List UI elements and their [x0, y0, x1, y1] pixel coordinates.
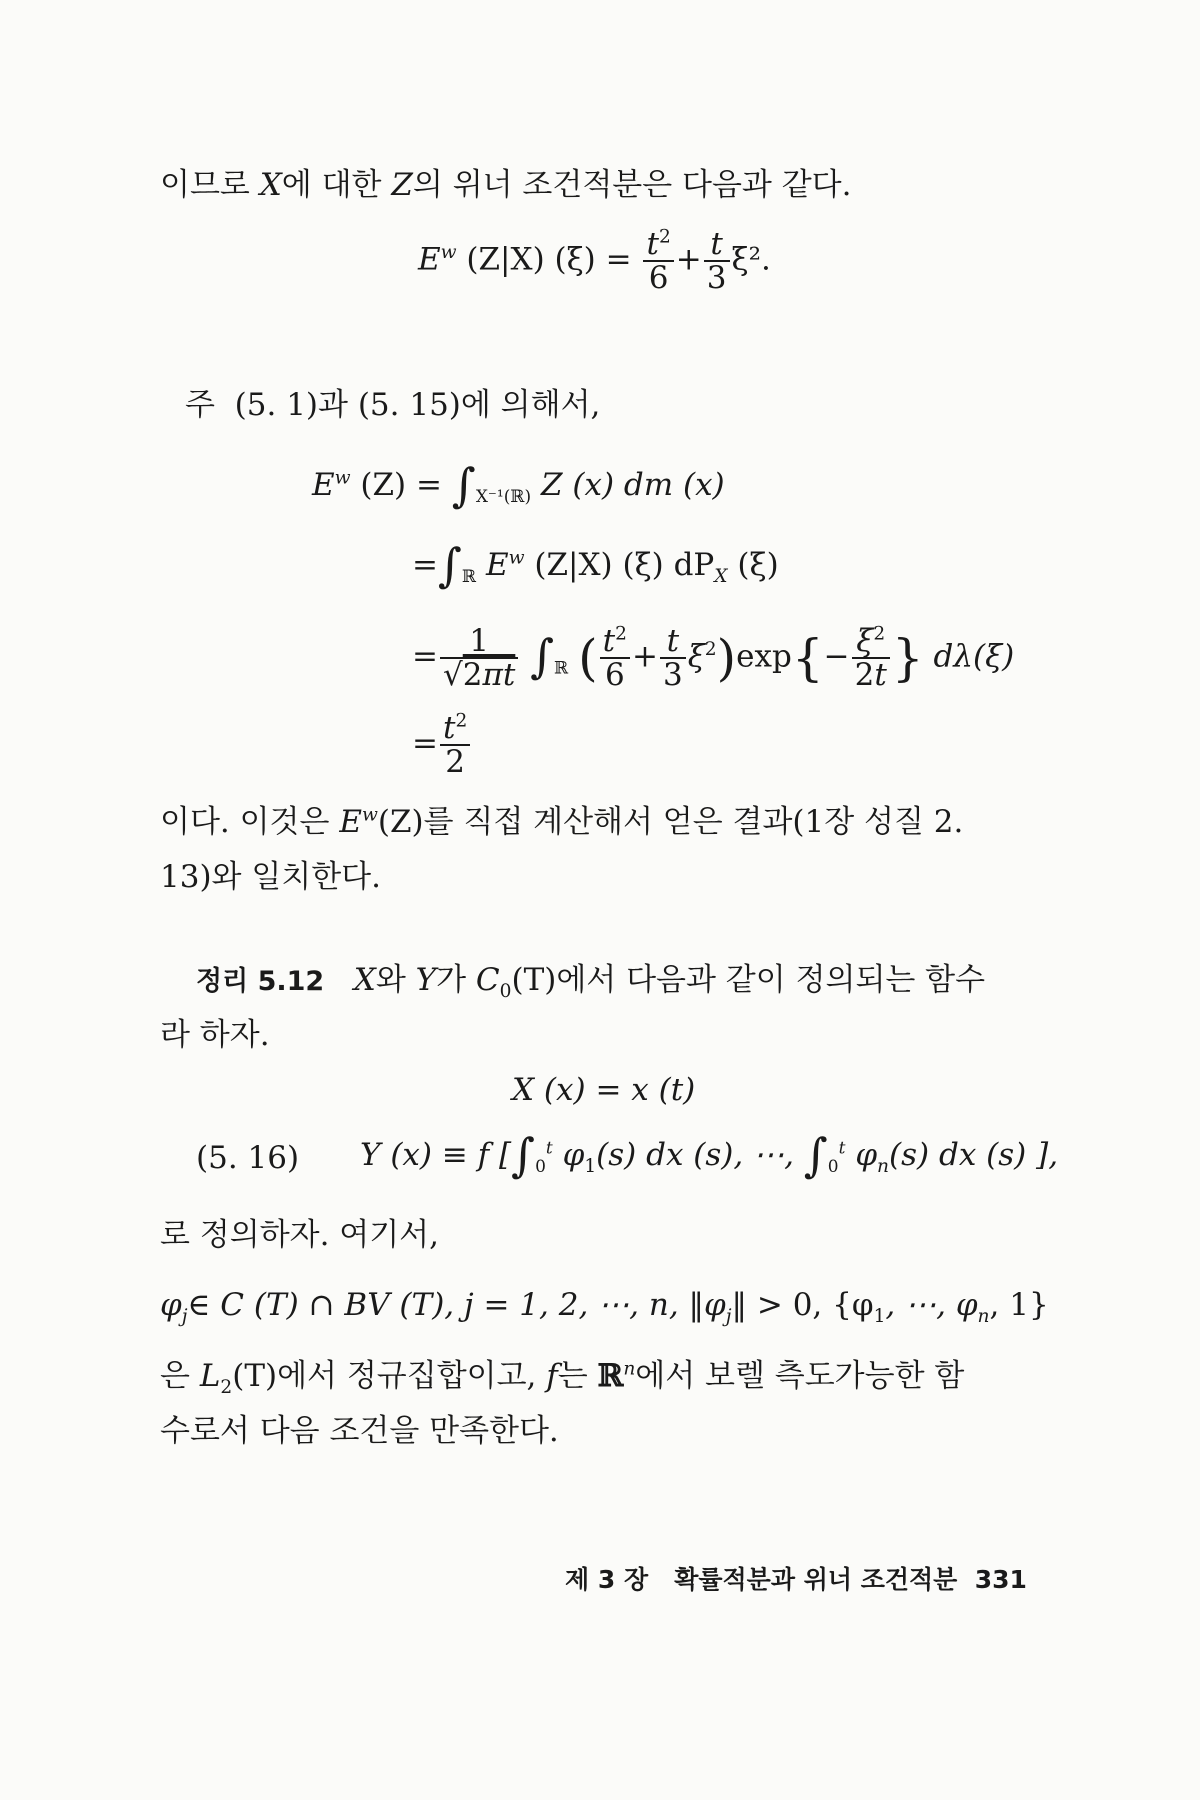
chain-line-2: $=\int_ℝ$ $E^w$ (Z|X) (ξ) $dP_X$ (ξ) [412, 537, 779, 592]
theorem-line-2 [160, 1015, 270, 1055]
chain-l3-end: dλ(ξ) [933, 638, 1015, 675]
define-line: 로 정의하자. 여기서, [160, 1217, 439, 1253]
theorem-label: 정리 5.12 [196, 966, 325, 997]
theorem-text-2: 라 하자. [160, 1017, 270, 1053]
chain-l2-end: (ξ) [737, 547, 779, 583]
final-line-2: 수로서 다음 조건을 만족한다. [160, 1413, 559, 1449]
after-line-2 [160, 857, 381, 897]
intro-text-1: 이므로 [160, 167, 250, 203]
intro-text-3: 의 위너 조건적분은 다음과 같다. [412, 167, 852, 203]
running-footer [565, 1560, 1027, 1600]
theorem-line-1: 정리 5.12 X와 Y가 $C_0(T)$에서 다음과 같이 정의되는 함수 [196, 962, 986, 1003]
eq1-lhs: (Z|X) (ξ) = [466, 241, 632, 278]
chain-l2-rhs: (Z|X) (ξ) dP [534, 547, 715, 583]
intro-text-2: 에 대한 [281, 167, 382, 203]
chain-line-1: $E^w$ $(Z) = \int_{X^{-1}(ℝ)}$ Z (x) dm (x) [312, 457, 725, 512]
chain-l1-lhs: (Z) = [360, 467, 442, 503]
chain-l1-domain: X⁻¹(ℝ) [475, 487, 532, 508]
theorem-text-1c: (T)에서 다음과 같이 정의되는 함수 [511, 962, 986, 998]
final-line-1: 은 $L_2(T)$에서 정규집합이고, f는 ℝ$^n$에서 보렐 측도가능한 함 [160, 1358, 965, 1399]
after-text-1b: (Z)를 직접 계산해서 얻은 결과(1장 성질 2. [377, 804, 964, 840]
chain-line-3: = $\frac{1}{√2\pi t}$ $\int_ℝ$ ( $\frac{t^2}{6}$ + $\frac{t}{3}$ $\xi^2)\exp\{-$ $\frac{\xi^2}{2t}$ } dλ(ξ) [412, 623, 1015, 693]
chain-l1-rhs: Z (x) dm (x) [540, 467, 725, 503]
after-line-1: 이다. 이것은 $E^w(Z)$를 직접 계산해서 얻은 결과(1장 성질 2. [160, 804, 964, 840]
chain-l3-exp: exp [736, 638, 792, 675]
equation-number: (5. 16) [196, 1140, 300, 1176]
chain-line-4: = $\frac{t^2}{2}$ [412, 712, 472, 778]
footer-chapter: 제 3 장 [565, 1565, 649, 1594]
note-body: (5. 1)과 (5. 15)에 의해서, [234, 387, 601, 423]
after-text-1: 이다. 이것은 [160, 804, 330, 840]
y-definition: Y (x) ≡ f [$\int_0^t$ $\varphi_1(s)$ dx (s), ⋯, $\int_0^t$ $\varphi_n(s)$ dx (s) ], [360, 1127, 1059, 1182]
eq1-tail: ξ². [731, 241, 771, 278]
note-head: 주 [185, 387, 215, 423]
conditional-expectation-equation: $E^w$ (Z|X) (ξ) = $\frac{t^2}{6}$ + $\frac{t}{3}$ ξ². [418, 226, 771, 296]
conditions-line: $\varphi_j\in$ C (T) ∩ BV (T), j = 1, 2, ⋯, n, $‖\varphi_j‖ > 0$, {$\varphi_1$, ⋯, $\varphi_n$, 1} [160, 1287, 1049, 1328]
footer-title: 확률적분과 위너 조건적분 [674, 1565, 958, 1594]
page-number: 331 [974, 1565, 1027, 1594]
after-text-2: 13)와 일치한다. [160, 859, 381, 895]
intro-line: 이므로 X에 대한 Z의 위너 조건적분은 다음과 같다. [160, 167, 852, 203]
x-definition: X (x) = x (t) [512, 1072, 696, 1108]
note-line [185, 385, 600, 425]
